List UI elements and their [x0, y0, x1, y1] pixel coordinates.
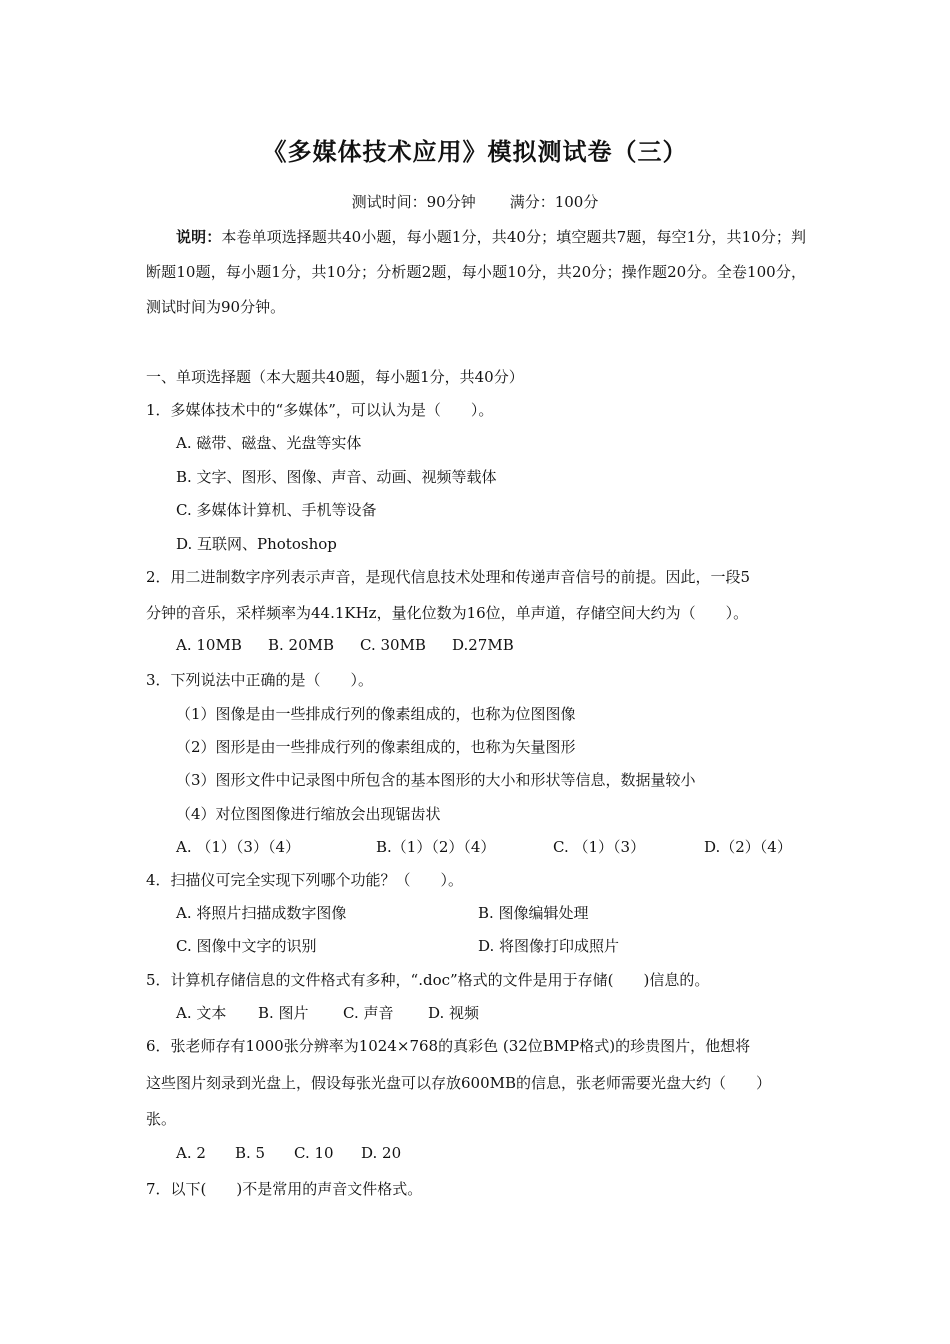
question-4-option-d: D. 将图像打印成照片 [478, 937, 620, 955]
question-1-option-a: A. 磁带、磁盘、光盘等实体 [176, 434, 362, 452]
exam-title: 《多媒体技术应用》模拟测试卷（三） [262, 137, 688, 166]
description-label: 说明： [176, 228, 222, 246]
question-6-stem-line-2: 这些图片刻录到光盘上，假设每张光盘可以存放600MB的信息，张老师需要光盘大约（ ） [146, 1074, 772, 1092]
question-5-option-a: A. 文本 [176, 1004, 227, 1022]
time-label: 测试时间：90分钟 [351, 193, 476, 211]
exam-description [146, 220, 806, 325]
question-1-stem: 1．多媒体技术中的“多媒体”，可以认为是（ ）。 [146, 401, 494, 419]
description-text: 本卷单项选择题共40小题，每小题1分，共40分；填空题共7题，每空1分，共10分；判断题10题，每小题1分，共10分；分析题2题，每小题10分，共20分；操作题20分。全卷100分，测试时间为90分钟。 [146, 228, 806, 316]
question-5-option-b: B. 图片 [258, 1004, 309, 1022]
question-2-stem-line-1: 2．用二进制数字序列表示声音，是现代信息技术处理和传递声音信号的前提。因此，一段5 [146, 568, 751, 586]
question-6-option-a: A. 2 [176, 1144, 206, 1162]
question-5-option-d: D. 视频 [428, 1004, 480, 1022]
question-6-stem-line-1: 6．张老师存有1000张分辨率为1024×768的真彩色 (32位BMP格式)的珍贵图片，他想将 [146, 1037, 751, 1055]
question-3-option-d: D.（2）（4） [704, 838, 792, 856]
question-3-option-c: C. （1）（3） [553, 838, 646, 856]
question-1-option-c: C. 多媒体计算机、手机等设备 [176, 501, 377, 519]
section-heading: 一、单项选择题（本大题共40题，每小题1分，共40分） [146, 368, 524, 386]
question-1-option-d: D. 互联网、Photoshop [176, 535, 337, 553]
question-2-stem-line-2: 分钟的音乐，采样频率为44.1KHz，量化位数为16位，单声道，存储空间大约为（ ）。 [146, 604, 749, 622]
question-4-option-c: C. 图像中文字的识别 [176, 937, 317, 955]
score-label: 满分：100分 [509, 193, 599, 211]
question-7-stem: 7．以下( )不是常用的声音文件格式。 [146, 1180, 423, 1198]
question-3-statement-2: （2）图形是由一些排成行列的像素组成的，也称为矢量图形 [176, 738, 576, 756]
question-3-statement-4: （4）对位图图像进行缩放会出现锯齿状 [176, 805, 441, 823]
question-2-option-b: B. 20MB [268, 636, 335, 654]
question-2-option-c: C. 30MB [360, 636, 426, 654]
question-1-option-b: B. 文字、图形、图像、声音、动画、视频等载体 [176, 468, 497, 486]
question-6-stem-line-3: 张。 [146, 1110, 177, 1128]
question-2-option-d: D.27MB [452, 636, 514, 654]
question-5-stem: 5．计算机存储信息的文件格式有多种，“.doc”格式的文件是用于存储( )信息的。 [146, 971, 710, 989]
question-4-option-b: B. 图像编辑处理 [478, 904, 589, 922]
question-6-option-d: D. 20 [361, 1144, 402, 1162]
question-5-option-c: C. 声音 [343, 1004, 394, 1022]
question-4-stem: 4．扫描仪可完全实现下列哪个功能？（ ）。 [146, 871, 464, 889]
question-3-option-a: A. （1）（3）（4） [176, 838, 300, 856]
question-4-option-a: A. 将照片扫描成数字图像 [176, 904, 347, 922]
question-2-option-a: A. 10MB [176, 636, 242, 654]
question-6-option-b: B. 5 [235, 1144, 266, 1162]
exam-meta [0, 191, 950, 212]
question-3-statement-1: （1）图像是由一些排成行列的像素组成的，也称为位图图像 [176, 705, 576, 723]
question-3-option-b: B.（1）（2）（4） [376, 838, 496, 856]
question-6-option-c: C. 10 [294, 1144, 334, 1162]
question-3-stem: 3．下列说法中正确的是（ ）。 [146, 671, 374, 689]
question-3-statement-3: （3）图形文件中记录图中所包含的基本图形的大小和形状等信息，数据量较小 [176, 771, 696, 789]
